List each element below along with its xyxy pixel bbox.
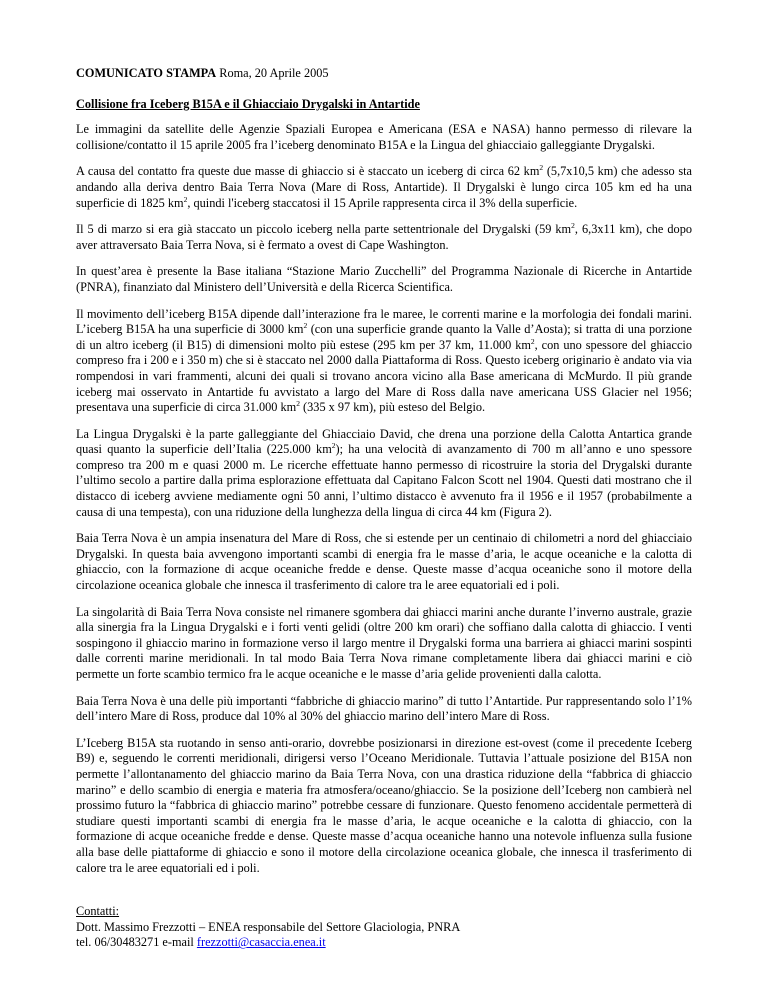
body-paragraph: Le immagini da satellite delle Agenzie Spaziali Europea e Americana (ESA e NASA) hanno permesso di rilevare la collisione/contatto il 15 aprile 2005 fra l’iceberg denominato B15A e la Lingua del ghiacciaio galleggiante Drygalski. [76,122,692,152]
superscript: 2 [183,194,188,204]
body-paragraph: La Lingua Drygalski è la parte galleggiante del Ghiacciaio David, che drena una porzione della Calotta Antartica grande quasi quanto la superficie dell’Italia (225.000 $km^2$); ha una velocità di avanzamento di 700 m all’anno e uno spessore compreso tra 200 m e quasi 2000 m. Le ricerche effettuate hanno permesso di ricostruire la storia del Drygalski durante l’ultimo secolo a partire dalla prima esplorazione effettuata dal Capitano Falcon Scott nel 1904. Questi dati mostrano che il distacco di iceberg avviene mediamente ogni 50 anni, l’ultimo distacco è avvenuto fra il 1956 e il 1957 (probabilmente a causa di una tempesta), con una riduzione della lunghezza della lingua di circa 44 km (Figura 2). [76,426,692,519]
contact-email-link[interactable]: frezzotti@casaccia.enea.it [196,935,326,950]
contact-line [76,935,692,951]
release-label: COMUNICATO STAMPA [76,66,217,80]
document-title: Collisione fra Iceberg B15A e il Ghiacciaio Drygalski in Antartide [76,96,420,111]
contact-person: Dott. Massimo Frezzotti – ENEA responsabile del Settore Glaciologia, PNRA [76,919,461,934]
body-paragraph: Baia Terra Nova è una delle più importanti “fabbriche di ghiaccio marino” di tutto l’Antartide. Pur rappresentando solo l’1% dell’intero Mare di Ross, produce dal 10% al 30% del ghiaccio marino dell’intero Mare di Ross. [76,693,692,724]
body-paragraph: Baia Terra Nova è un ampia insenatura del Mare di Ross, che si estende per un centinaio di chilometri a nord del ghiacciaio Drygalski. In questa baia avvengono importanti scambi di energia fra le masse d’aria, le acque oceaniche e la calotta di ghiaccio, con la formazione di acque oceaniche fredde e dense. Queste masse d’acqua oceaniche sono il motore della circolazione oceanica globale che innesca il trasferimento di calore tra le aree equatoriali ed i poli. [76,531,692,593]
superscript: 2 [331,441,336,451]
superscript: 2 [539,163,544,173]
superscript: 2 [530,336,535,346]
release-header [76,66,692,82]
body-paragraph: Il 5 di marzo si era già staccato un piccolo iceberg nella parte settentrionale del Drygalski (59 $km^2$, 6,3x11 km), che dopo aver attraversato Baia Terra Nova, si è fermato a ovest di Cape Washington. [76,221,692,252]
body-paragraph: A causa del contatto fra queste due masse di ghiaccio si è staccato un iceberg di circa 62 $km^2$ (5,7x10,5 km) che adesso sta andando alla deriva dentro Baia Terra Nova (Mare di Ross, Antartide). Il Drygalski è lungo circa 105 km ed ha una superficie di 1825 $km^2$, quindi l'iceberg staccatosi il 15 Aprile rappresenta circa il 3% della superficie. [76,163,692,210]
superscript: 2 [571,221,575,231]
release-place-date: Roma, 20 Aprile 2005 [219,66,329,80]
body-paragraph: L’Iceberg B15A sta ruotando in senso anti-orario, dovrebbe posizionarsi in direzione est-ovest (come il precedente Iceberg B9) e, seguendo le correnti meridionali, dirigersi verso l’Oceano Meridionale. Tuttavia l’attuale posizione del B15A non permette l’allontanamento del ghiaccio marino da Baia Terra Nova, con una drastica riduzione della “fabbrica di ghiaccio marino” e dello scambio di energia e materia fra atmosfera/oceano/ghiaccio. Se la posizione dell’Iceberg non cambierà nel prossimo futuro la “fabbrica di ghiaccio marino” potrebbe cessare di funzionare. Questo fenomeno accidentale permetterà di studiare questi importanti scambi di energia fra le masse d’aria, le acque oceaniche e la calotta di ghiaccio, con la formazione di acque oceaniche fredde e dense. Queste masse d’acqua oceaniche hanno una notevole influenza sulla fusione alla base delle piattaforme di ghiaccio e sono il motore della circolazione oceanica globale, che innesca il trasferimento di calore tra le aree equatoriali ed i poli. [76,735,692,875]
body-paragraph: La singolarità di Baia Terra Nova consiste nel rimanere sgombera dai ghiacci marini anche durante l’inverno australe, grazie alla sinergia fra la Lingua Drygalski e i forti venti gelidi (oltre 200 km orari) che soffiano dalla calotta di ghiaccio. I venti sospingono il ghiaccio marino in formazione verso il largo mentre il Drygalski forma una barriera ai ghiacci marini sospinti dalle correnti marine meridionali. In tal modo Baia Terra Nova rimane completamente libera dai ghiacci marini e ciò permette un forte scambio termico fra le acque oceaniche e le masse d’aria gelide provenienti dalla calotta. [76,604,692,681]
superscript: 2 [296,399,300,409]
body-text [76,122,692,876]
press-release-document [76,66,692,951]
superscript: 2 [303,321,308,331]
body-paragraph: Il movimento dell’iceberg B15A dipende dall’interazione fra le maree, le correnti marine e la morfologia dei fondali marini. L’iceberg B15A ha una superficie di 3000 $km^2$ (con una superficie grande quanto la Valle d’Aosta); si tratta di una porzione di un altro iceberg (il B15) di dimensioni molto più estese (295 km per 37 km, 11.000 $km^2$, con uno spessore del ghiaccio compreso fra i 200 e i 350 m) che si è staccato nel 2000 dalla Piattaforma di Ross. Questo iceberg originario è andato via via rompendosi in vari frammenti, alcuni dei quali si trovano ancora vicino alla Base americana di McMurdo. Il più grande iceberg mai osservato in Antartide fu avvistato a largo del Mare di Ross dalla nave americana USS Glacier nel 1956; presentava una superficie di circa 31.000 $km^2$ (335 x 97 km), più esteso del Belgio. [76,306,693,415]
contact-tel: tel. 06/30483271 e-mail [76,935,197,950]
body-paragraph: In quest’area è presente la Base italiana “Stazione Mario Zucchelli” del Programma Nazionale di Ricerche in Antartide (PNRA), finanziato dal Ministero dell’Università e della Ricerca Scientifica. [76,264,692,294]
contacts-block [76,904,692,951]
contacts-heading: Contatti: [76,904,120,919]
